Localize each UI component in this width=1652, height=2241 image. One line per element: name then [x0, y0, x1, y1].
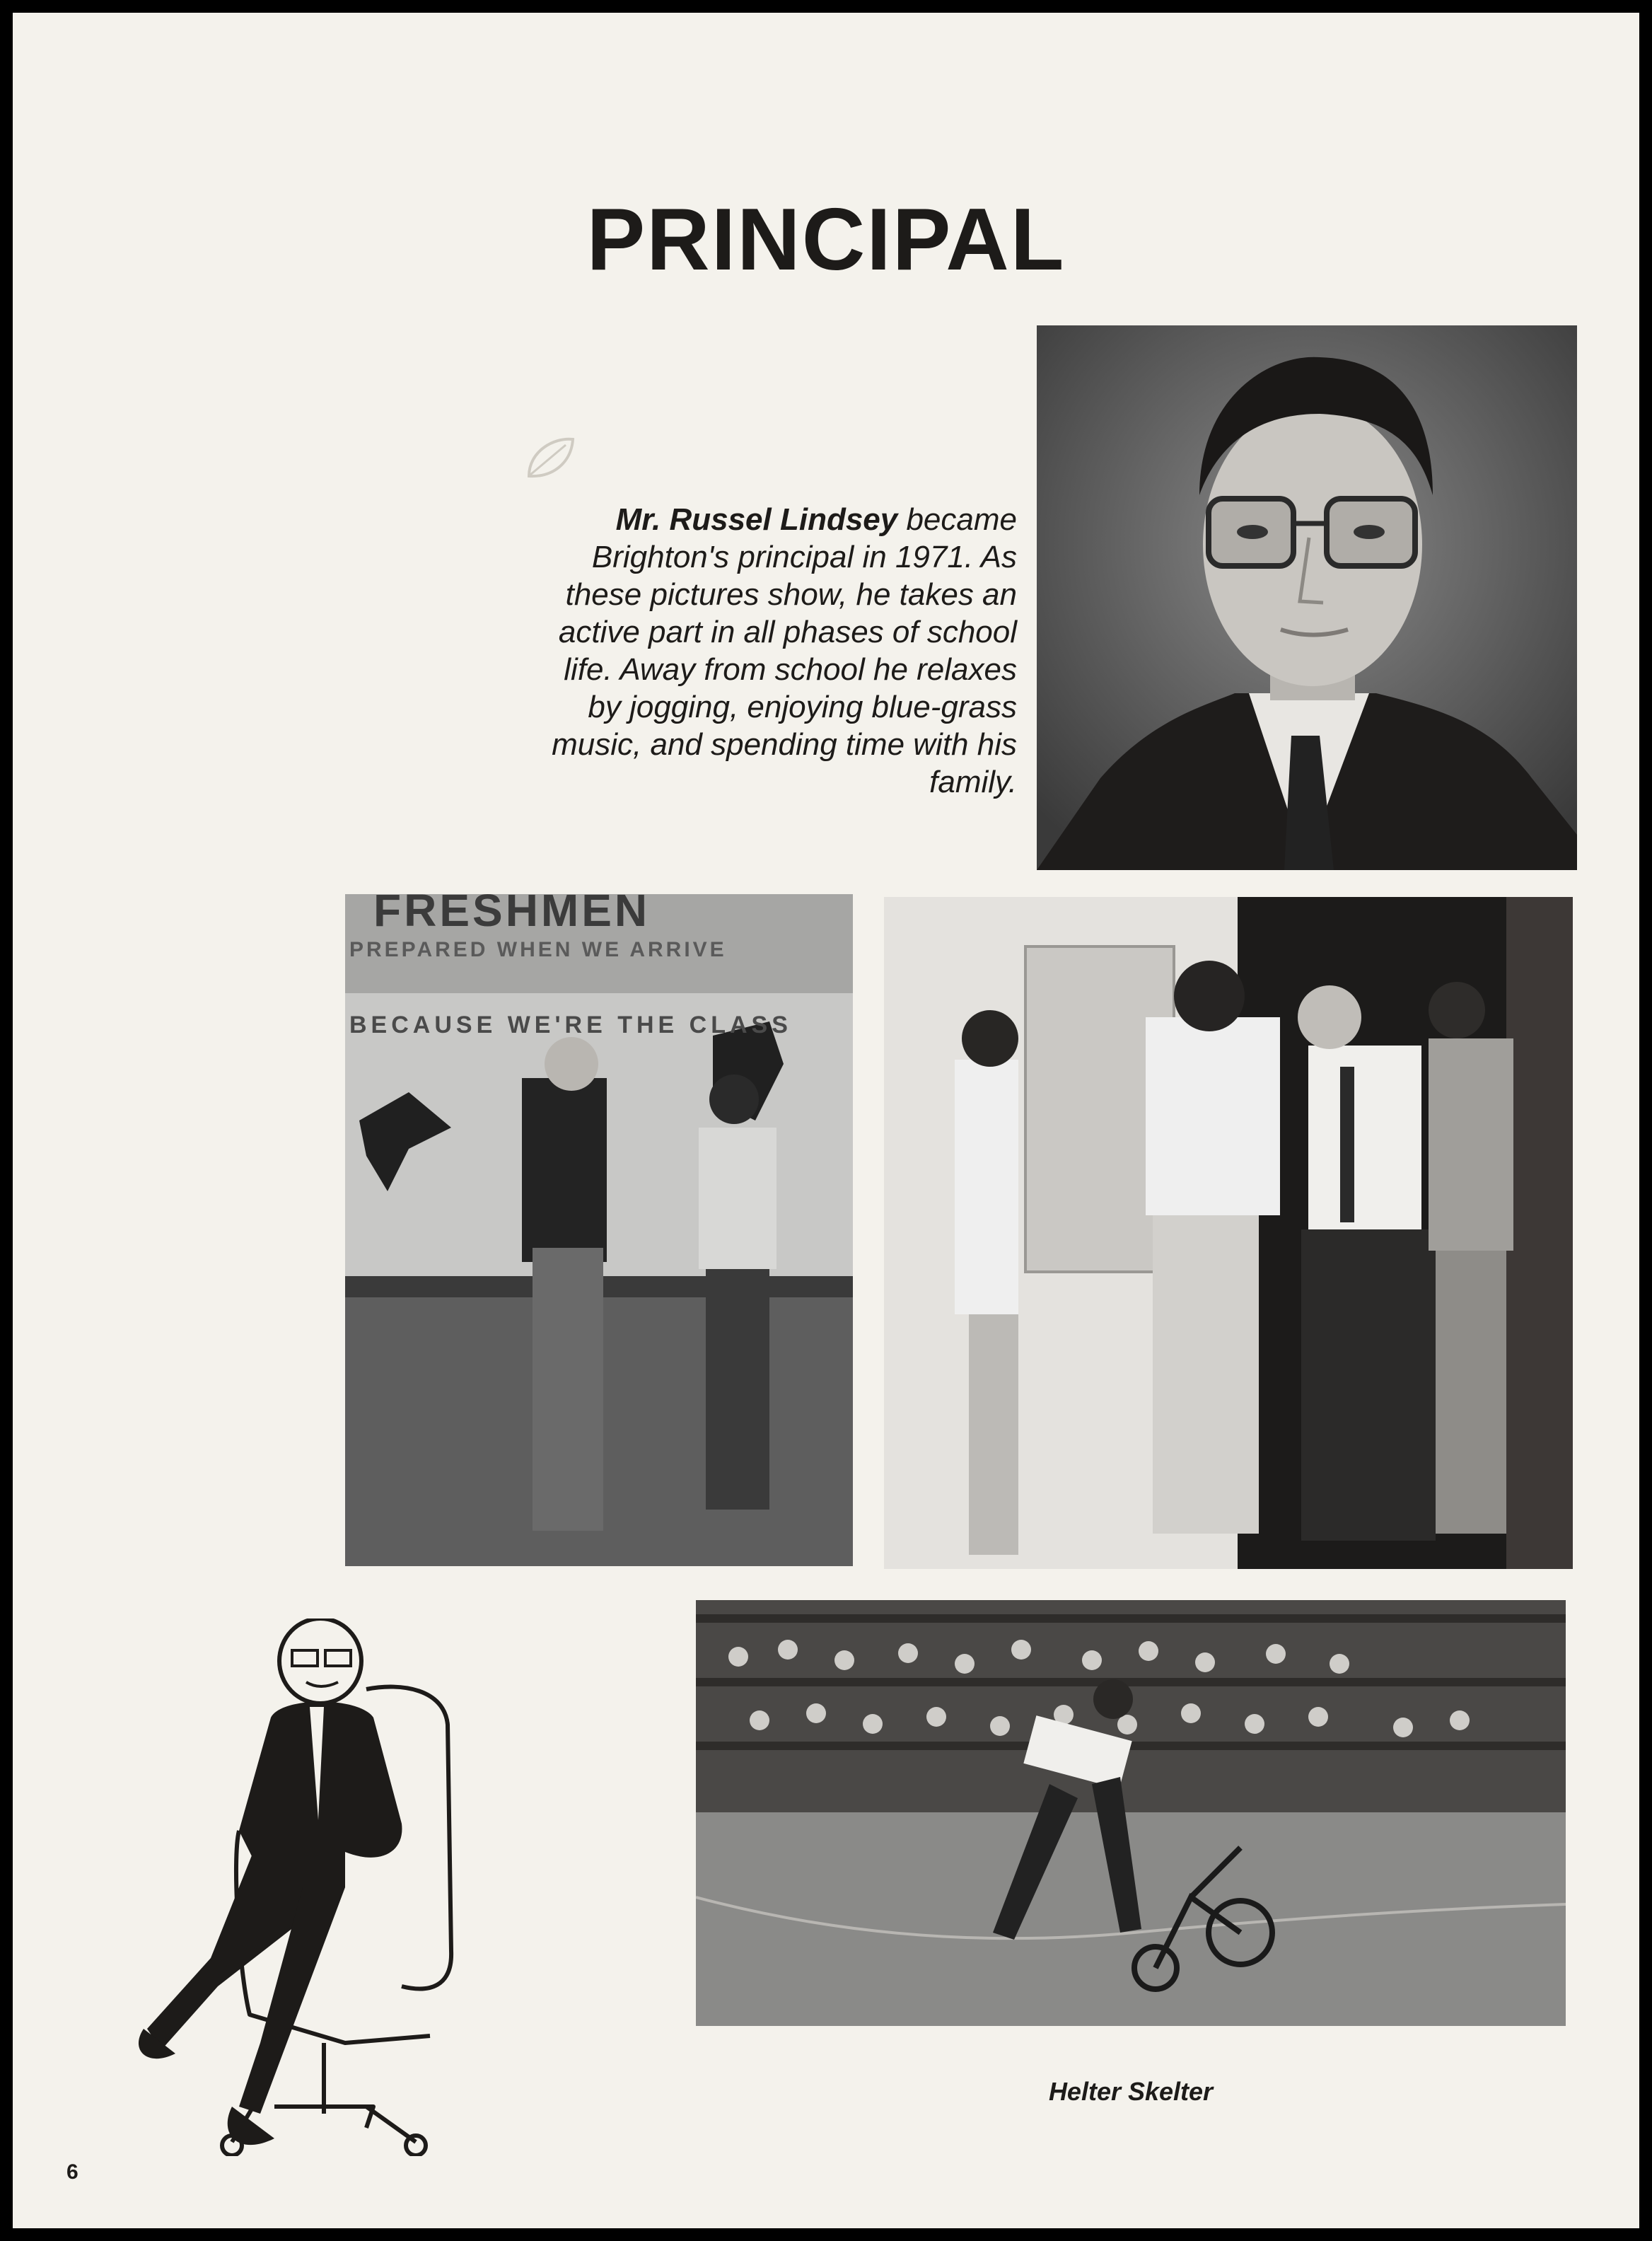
- photo-caption: Helter Skelter: [1048, 2077, 1214, 2106]
- principal-caption: [409, 501, 1017, 801]
- caption-line: life. Away from school he relaxes: [564, 652, 1017, 687]
- caption-line: by jogging, enjoying blue-grass: [588, 690, 1017, 724]
- caption-line: these pictures show, he takes an: [565, 577, 1017, 612]
- caption-line: became: [897, 502, 1017, 537]
- principal-cartoon-drawing: [133, 1618, 571, 2156]
- caption-line: active part in all phases of school: [558, 615, 1017, 649]
- yearbook-page: [13, 13, 1639, 2228]
- banner-line: PREPARED WHEN WE ARRIVE: [349, 938, 727, 961]
- principal-portrait-photo: [1037, 325, 1577, 870]
- leaf-icon: [522, 434, 578, 483]
- caption-line: family.: [929, 765, 1017, 799]
- principal-in-gym-photo: [345, 894, 853, 1566]
- caption-line: Brighton's principal in 1971. As: [591, 540, 1017, 574]
- caption-line: music, and spending time with his: [552, 727, 1017, 762]
- banner-line: FRESHMEN: [373, 894, 651, 936]
- helter-skelter-photo: [696, 1600, 1566, 2026]
- principal-name: Mr. Russel Lindsey: [615, 502, 898, 537]
- banner-line: BECAUSE WE'RE THE CLASS: [349, 1012, 792, 1038]
- page-number: 6: [66, 2160, 78, 2184]
- page-title: PRINCIPAL: [586, 191, 1066, 289]
- gym-banner: [345, 894, 853, 993]
- principal-with-students-photo: [884, 897, 1573, 1569]
